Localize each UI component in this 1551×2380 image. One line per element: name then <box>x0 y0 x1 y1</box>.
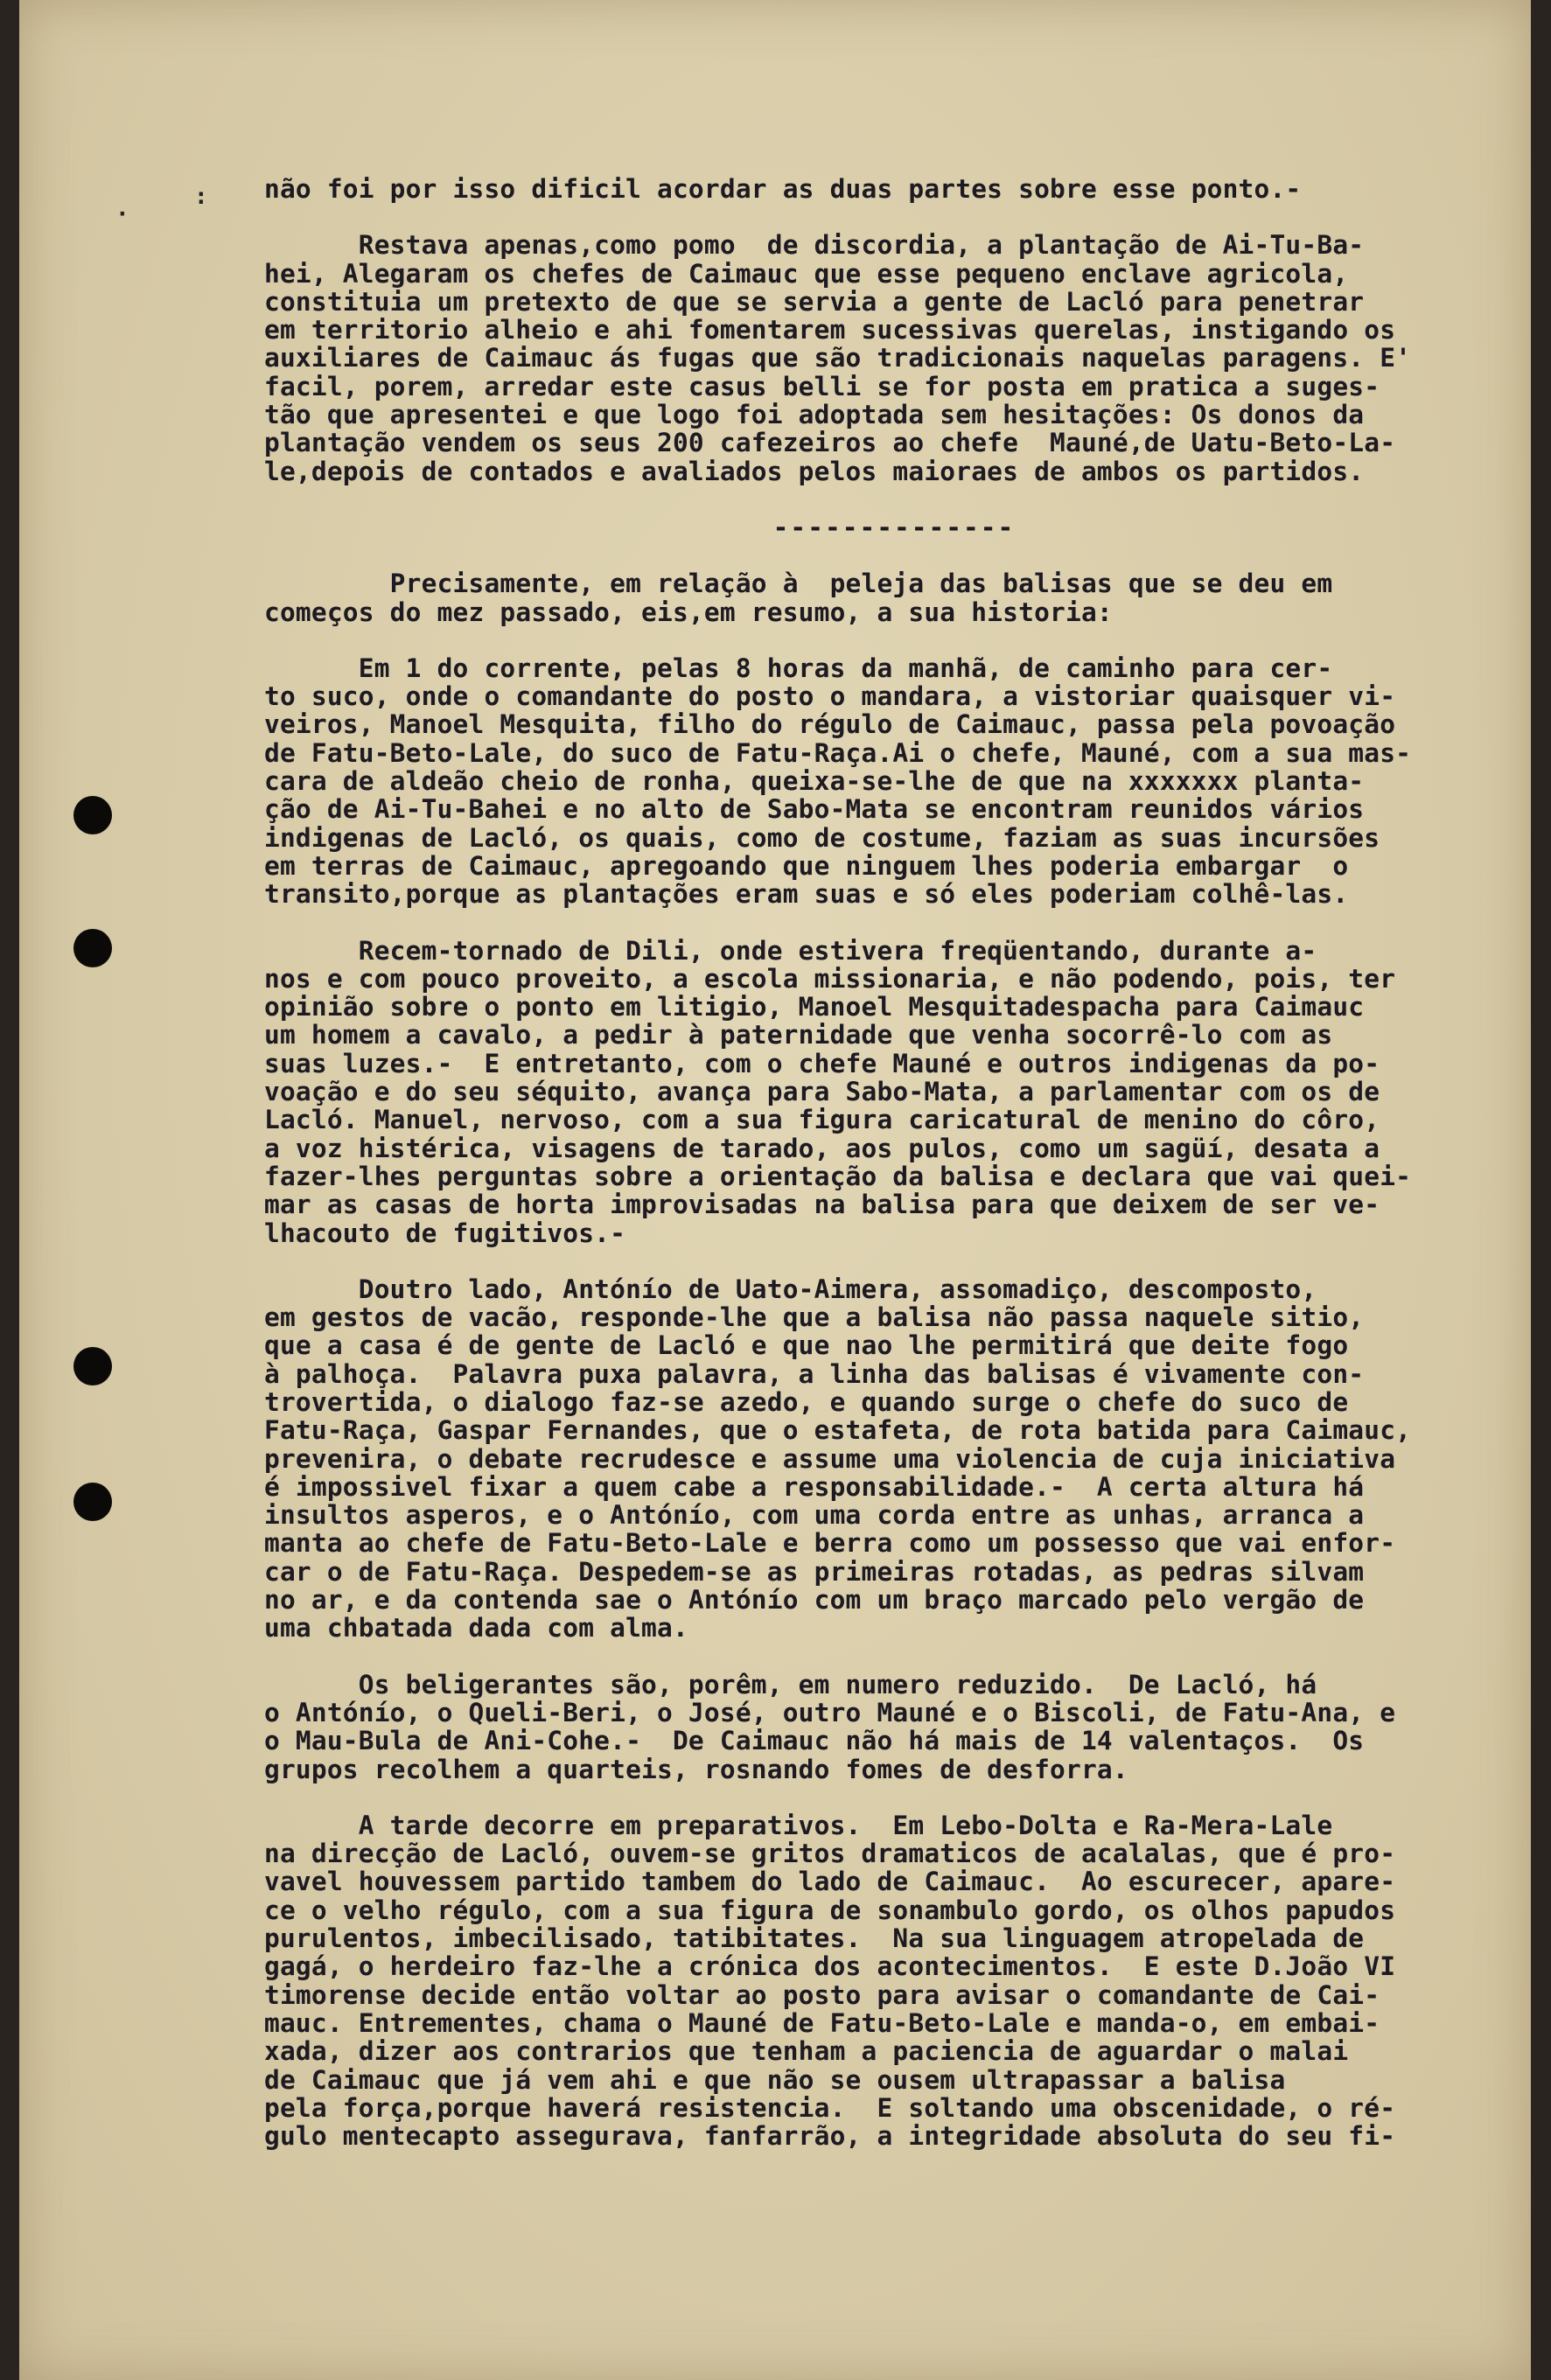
paragraph <box>264 1811 1524 2151</box>
text-line: a voz histérica, visagens de tarado, aos pulos, como um sagüí, desata a <box>264 1133 1380 1163</box>
text-line: na direcção de Lacló, ouvem-se gritos dramaticos de acalalas, que é pro- <box>264 1839 1396 1869</box>
text-line: pela força,porque haverá resistencia. E soltando uma obscenidade, o ré- <box>264 2092 1396 2123</box>
margin-mark: : <box>194 184 208 210</box>
text-line: gulo mentecapto assegurava, fanfarrão, a integridade absoluta do seu fi- <box>264 2121 1396 2152</box>
text-line: o Antónío, o Queli-Beri, o José, outro Mauné e o Biscoli, de Fatu-Ana, e <box>264 1697 1396 1727</box>
text-line: hei, Alegaram os chefes de Caimauc que esse pequeno enclave agricola, <box>264 258 1349 289</box>
document-body <box>264 175 1524 2150</box>
text-line: voação e do seu séquito, avança para Sabo-Mata, a parlamentar com os de <box>264 1077 1380 1107</box>
paragraph <box>264 569 1524 626</box>
text-line: à palhoça. Palavra puxa palavra, a linha das balisas é vivamente con- <box>264 1358 1365 1389</box>
text-line: vavel houvessem partido tambem do lado de Caimauc. Ao escurecer, apare- <box>264 1867 1396 1897</box>
paragraph <box>264 937 1524 1247</box>
section-divider <box>264 513 1524 541</box>
text-line: car o de Fatu-Raça. Despedem-se as primeiras rotadas, as pedras silvam <box>264 1556 1365 1587</box>
punch-hole <box>73 1483 112 1521</box>
text-line: prevenira, o debate recrudesce e assume uma violencia de cuja iniciativa <box>264 1443 1396 1474</box>
text-line: Precisamente, em relação à peleja das balisas que se deu em <box>264 569 1333 599</box>
text-line: timorense decide então voltar ao posto para avisar o comandante de Cai- <box>264 1979 1380 2010</box>
paragraph-gap <box>264 1247 1524 1275</box>
text-line: plantação vendem os seus 200 cafezeiros ao chefe Mauné,de Uatu-Beto-La- <box>264 428 1396 458</box>
text-line: um homem a cavalo, a pedir à paternidade que venha socorrê-lo com as <box>264 1020 1333 1050</box>
paragraph-gap <box>264 485 1524 513</box>
text-line: que a casa é de gente de Lacló e que nao lhe permitirá que deite fogo <box>264 1330 1349 1361</box>
text-line: em territorio alheio e ahi fomentarem sucessivas querelas, instigando os <box>264 315 1396 345</box>
text-line: em terras de Caimauc, apregoando que ninguem lhes poderia embargar o <box>264 850 1349 881</box>
paragraph-gap <box>264 541 1524 569</box>
text-line: é impossivel fixar a quem cabe a responsabilidade.- A certa altura há <box>264 1471 1365 1502</box>
typewritten-page <box>19 0 1531 2380</box>
text-line: purulentos, imbecilisado, tatibitates. Na sua linguagem atropelada de <box>264 1923 1365 1954</box>
text-line: cara de aldeão cheio de ronha, queixa-se-lhe de que na xxxxxxx planta- <box>264 766 1365 797</box>
text-line: auxiliares de Caimauc ás fugas que são tradicionais naquelas paragens. E' <box>264 343 1412 373</box>
margin-mark: · <box>115 201 129 227</box>
text-line: Recem-tornado de Dili, onde estivera freqüentando, durante a- <box>264 935 1317 966</box>
text-line: fazer-lhes perguntas sobre a orientação da balisa e declara que vai quei- <box>264 1161 1412 1191</box>
text-line: grupos recolhem a quarteis, rosnando fomes de desforra. <box>264 1754 1128 1784</box>
text-line: transito,porque as plantações eram suas e só eles poderiam colhê-las. <box>264 879 1349 910</box>
paragraph <box>264 231 1524 485</box>
text-line: ce o velho régulo, com a sua figura de sonambulo gordo, os olhos papudos <box>264 1895 1396 1925</box>
text-line: Restava apenas,como pomo de discordia, a plantação de Ai-Tu-Ba- <box>264 230 1365 261</box>
text-line: -------------- <box>772 512 1016 542</box>
text-line: trovertida, o dialogo faz-se azedo, e quando surge o chefe do suco de <box>264 1386 1349 1417</box>
text-line: indigenas de Lacló, os quais, como de costume, faziam as suas incursões <box>264 822 1380 853</box>
paragraph <box>264 654 1524 909</box>
text-line: Doutro lado, Antónío de Uato-Aimera, assomadiço, descomposto, <box>264 1274 1317 1304</box>
text-line: suas luzes.- E entretanto, com o chefe Mauné e outros indigenas da po- <box>264 1048 1380 1078</box>
paragraph <box>264 1671 1524 1783</box>
text-line: não foi por isso dificil acordar as duas partes sobre esse ponto.- <box>264 174 1302 204</box>
text-line: tão que apresentei e que logo foi adoptada sem hesitações: Os donos da <box>264 400 1365 430</box>
text-line: to suco, onde o comandante do posto o mandara, a vistoriar quaisquer vi- <box>264 681 1396 712</box>
text-line: A tarde decorre em preparativos. Em Lebo-Dolta e Ra-Mera-Lale <box>264 1810 1333 1840</box>
text-line: mauc. Entrementes, chama o Mauné de Fatu-Beto-Lale e manda-o, em embai- <box>264 2007 1380 2038</box>
paragraph <box>264 175 1524 203</box>
text-line: manta ao chefe de Fatu-Beto-Lale e berra como um possesso que vai enfor- <box>264 1528 1396 1559</box>
paragraph-gap <box>264 626 1524 654</box>
text-line: em gestos de vacão, responde-lhe que a balisa não passa naquele sitio, <box>264 1302 1365 1333</box>
text-line: Fatu-Raça, Gaspar Fernandes, que o estafeta, de rota batida para Caimauc, <box>264 1415 1412 1446</box>
text-line: facil, porem, arredar este casus belli se for posta em pratica a suges- <box>264 371 1380 401</box>
text-line: uma chbatada dada com alma. <box>264 1613 688 1644</box>
text-line: xada, dizer aos contrarios que tenham a paciencia de aguardar o malai <box>264 2036 1349 2067</box>
paragraph <box>264 1275 1524 1643</box>
punch-hole <box>73 1347 112 1385</box>
text-line: Em 1 do corrente, pelas 8 horas da manhã, de caminho para cer- <box>264 653 1333 683</box>
text-line: opinião sobre o ponto em litigio, Manoel Mesquitadespacha para Caimauc <box>264 992 1365 1022</box>
text-line: mar as casas de horta improvisadas na balisa para que deixem de ser ve- <box>264 1190 1380 1220</box>
text-line: gagá, o herdeiro faz-lhe a crónica dos acontecimentos. E este D.João VI <box>264 1951 1396 1982</box>
punch-hole <box>73 796 112 834</box>
punch-hole <box>73 929 112 967</box>
text-line: Os beligerantes são, porêm, em numero reduzido. De Lacló, há <box>264 1669 1317 1700</box>
paragraph-gap <box>264 909 1524 937</box>
paragraph-gap <box>264 203 1524 231</box>
paragraph-gap <box>264 1783 1524 1811</box>
text-line: de Fatu-Beto-Lale, do suco de Fatu-Raça.Ai o chefe, Mauné, com a sua mas- <box>264 737 1412 768</box>
text-line: nos e com pouco proveito, a escola missionaria, e não podendo, pois, ter <box>264 963 1396 994</box>
text-line: ção de Ai-Tu-Bahei e no alto de Sabo-Mata se encontram reunidos vários <box>264 794 1365 825</box>
text-line: começos do mez passado, eis,em resumo, a sua historia: <box>264 597 1113 627</box>
text-line: o Mau-Bula de Ani-Cohe.- De Caimauc não há mais de 14 valentaços. Os <box>264 1726 1365 1756</box>
text-line: lhacouto de fugitivos.- <box>264 1218 626 1248</box>
text-line: insultos asperos, e o Antónío, com uma corda entre as unhas, arranca a <box>264 1500 1365 1531</box>
text-line: de Caimauc que já vem ahi e que não se ousem ultrapassar a balisa <box>264 2064 1286 2095</box>
text-line: Lacló. Manuel, nervoso, com a sua figura caricatural de menino do côro, <box>264 1105 1380 1135</box>
paragraph-gap <box>264 1643 1524 1671</box>
text-line: no ar, e da contenda sae o Antónío com um braço marcado pelo vergão de <box>264 1585 1365 1616</box>
text-line: constituia um pretexto de que se servia a gente de Lacló para penetrar <box>264 286 1365 317</box>
text-line: le,depois de contados e avaliados pelos maioraes de ambos os partidos. <box>264 456 1365 486</box>
text-line: veiros, Manoel Mesquita, filho do régulo de Caimauc, passa pela povoação <box>264 709 1396 740</box>
